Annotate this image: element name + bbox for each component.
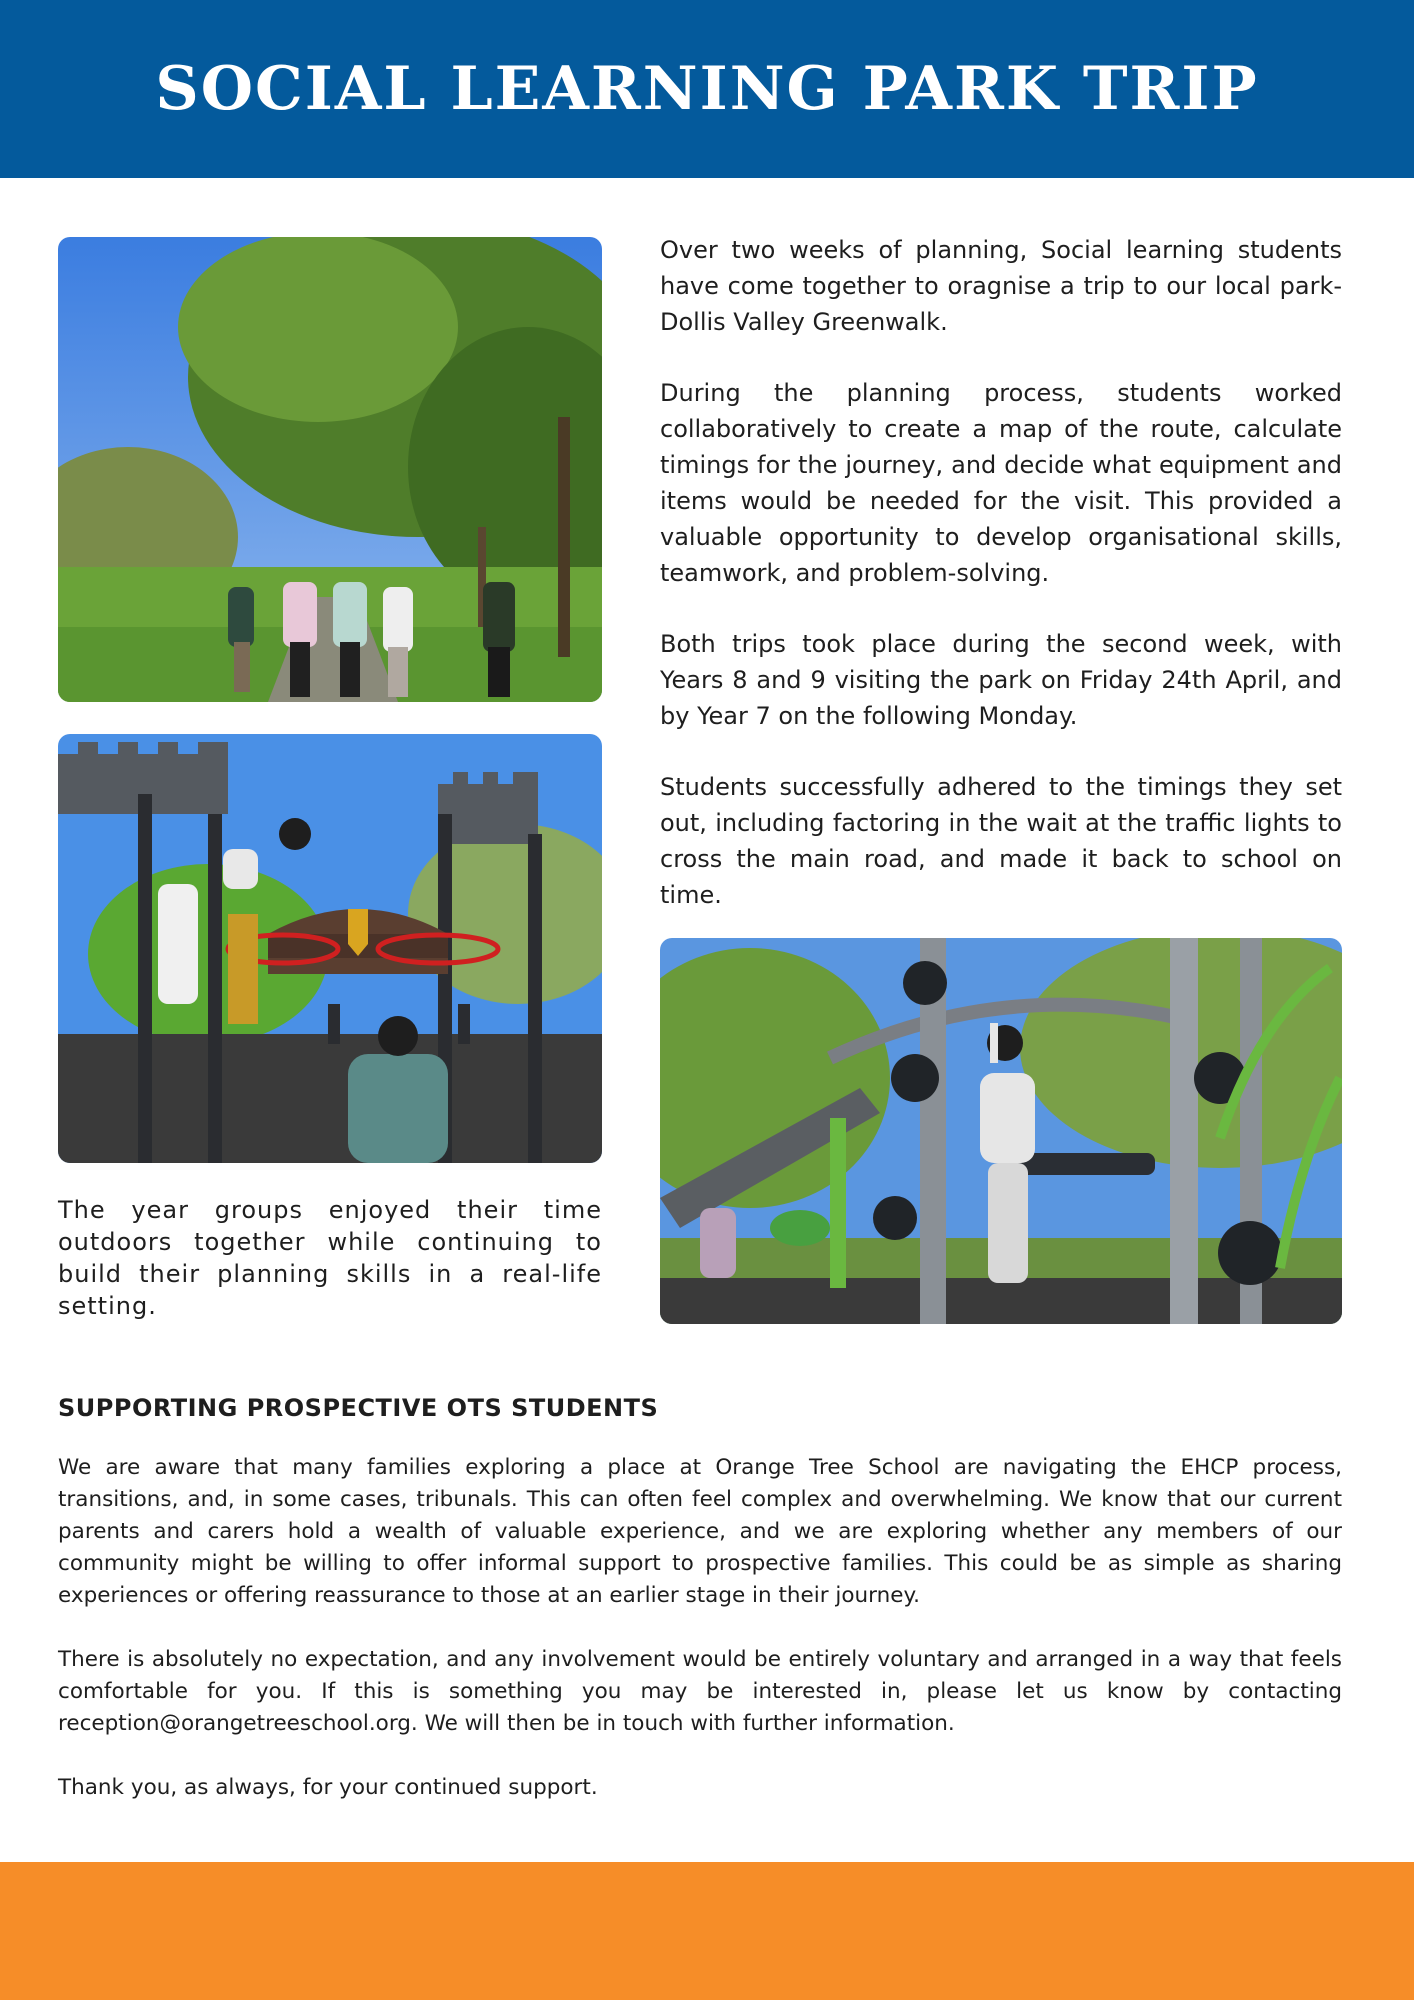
support-paragraph: We are aware that many families exploring a place at Orange Tree School are navigating the EHCP process, transitions, and, in some cases, tribunals. This can often feel complex and overwhelming. We know that our current parents and carers hold a wealth of valuable experience, and we are exploring whether any members of our community might be willing to offer informal support to prospective families. This could be as simple as sharing experiences or offering reassurance to those at an earlier stage in their journey.	[58, 1455, 1342, 1608]
support-paragraph: Thank you, as always, for your continued support.	[58, 1775, 598, 1800]
support-section-title: SUPPORTING PROSPECTIVE OTS STUDENTS	[58, 1394, 659, 1422]
article-paragraph: During the planning process, students worked collaboratively to create a map of the route, calculate timings for the journey, and decide what equipment and items would be needed for the visit. This provided a valuable opportunity to develop organisational skills, teamwork, and problem-solving.	[660, 379, 1342, 587]
article-paragraph: Students successfully adhered to the timings they set out, including factoring in the wait at the traffic lights to cross the main road, and made it back to school on time.	[660, 773, 1342, 909]
playground-climbing-frame-photo	[660, 938, 1342, 1324]
playground-castle-frame-photo	[58, 734, 602, 1163]
students-walking-park-photo	[58, 237, 602, 702]
support-paragraph: There is absolutely no expectation, and any involvement would be entirely voluntary and arranged in a way that feels comfortable for you. If this is something you may be interested in, please let us know by contacting reception@orangetreeschool.org. We will then be in touch with further information.	[58, 1647, 1342, 1736]
article-body	[660, 232, 1342, 948]
page-header	[0, 0, 1414, 178]
support-section-body	[58, 1452, 1342, 1836]
article-paragraph: Over two weeks of planning, Social learning students have come together to oragnise a trip to our local park- Dollis Valley Greenwalk.	[660, 236, 1342, 336]
article-paragraph: Both trips took place during the second week, with Years 8 and 9 visiting the park on Friday 24th April, and by Year 7 on the following Monday.	[660, 630, 1342, 730]
article-closing	[58, 1194, 602, 1322]
article-closing-paragraph: The year groups enjoyed their time outdoors together while continuing to build their planning skills in a real-life setting.	[58, 1196, 602, 1320]
page-footer	[0, 1862, 1414, 2000]
page-title: SOCIAL LEARNING PARK TRIP	[155, 54, 1259, 124]
